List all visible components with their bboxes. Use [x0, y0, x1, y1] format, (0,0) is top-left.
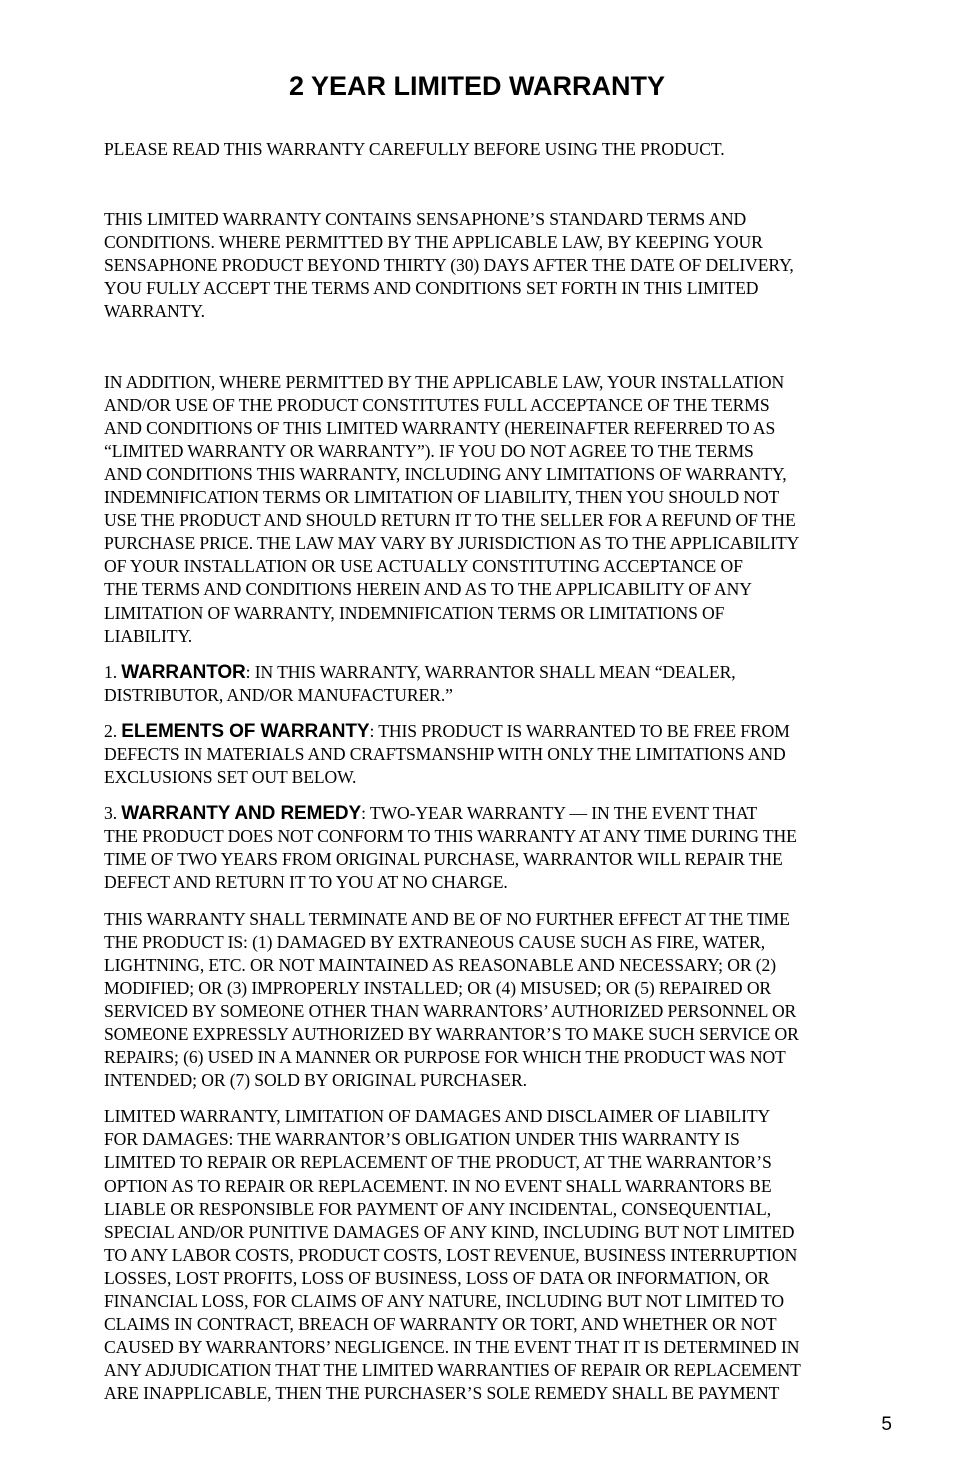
section-heading: WARRANTOR: [121, 661, 246, 683]
paragraph-acceptance: THIS LIMITED WARRANTY CONTAINS SENSAPHONE’S STANDARD TERMS AND CONDITIONS. WHERE PERMITTED BY THE APPLICABLE LAW, BY KEEPING YOUR SENSAPHONE PRODUCT BEYOND THIRTY (30) DAYS AFTER THE DATE OF DELIVERY, YOU FULLY ACCEPT THE TERMS AND CONDITIONS SET FORTH IN THIS LIMITED WARRANTY.: [104, 209, 794, 322]
section-elements-of-warranty: [104, 720, 904, 789]
section-number: 1.: [104, 661, 122, 682]
paragraph-termination: THIS WARRANTY SHALL TERMINATE AND BE OF NO FURTHER EFFECT AT THE TIME THE PRODUCT IS: (1) DAMAGED BY EXTRANEOUS CAUSE SUCH AS FIRE, WATER, LIGHTNING, ETC. OR NOT MAINTAINED AS REASONABLE AND NECESSARY; OR (2) MODIFIED; OR (3) IMPROPERLY INSTALLED; OR (4) MISUSED; OR (5) REPAIRED OR SERVICED BY SOMEONE OTHER THAN WARRANTORS’ AUTHORIZED PERSONNEL OR SOMEONE EXPRESSLY AUTHORIZED BY WARRANTOR’S TO MAKE SUCH SERVICE OR REPAIRS; (6) USED IN A MANNER OR PURPOSE FOR WHICH THE PRODUCT WAS NOT INTENDED; OR (7) SOLD BY ORIGINAL PURCHASER.: [104, 908, 799, 1091]
warranty-body: [104, 138, 904, 1406]
section-number: 3.: [104, 803, 122, 824]
paragraph-limitation: LIMITED WARRANTY, LIMITATION OF DAMAGES AND DISCLAIMER OF LIABILITY FOR DAMAGES: THE WARRANTOR’S OBLIGATION UNDER THIS WARRANTY IS LIMITED TO REPAIR OR REPLACEMENT OF THE PRODUCT, AT THE WARRANTOR’S OPTION AS TO REPAIR OR REPLACEMENT. IN NO EVENT SHALL WARRANTORS BE LIABLE OR RESPONSIBLE FOR PAYMENT OF ANY INCIDENTAL, CONSEQUENTIAL, SPECIAL AND/OR PUNITIVE DAMAGES OF ANY KIND, INCLUDING BUT NOT LIMITED TO ANY LABOR COSTS, PRODUCT COSTS, LOST REVENUE, BUSINESS INTERRUPTION LOSSES, LOST PROFITS, LOSS OF BUSINESS, LOSS OF DATA OR INFORMATION, OR FINANCIAL LOSS, FOR CLAIMS OF ANY NATURE, INCLUDING BUT NOT LIMITED TO CLAIMS IN CONTRACT, BREACH OF WARRANTY OR TORT, AND WHETHER OR NOT CAUSED BY WARRANTORS’ NEGLIGENCE. IN THE EVENT THAT IT IS DETERMINED IN ANY ADJUDICATION THAT THE LIMITED WARRANTIES OF REPAIR OR REPLACEMENT ARE INAPPLICABLE, THEN THE PURCHASER’S SOLE REMEDY SHALL BE PAYMENT: [104, 1106, 801, 1404]
page-number: 5: [881, 1414, 892, 1435]
section-text: : THIS PRODUCT IS WARRANTED TO BE FREE FROM DEFECTS IN MATERIALS AND CRAFTSMANSHIP WITH ONLY THE LIMITATIONS AND EXCLUSIONS SET OUT BELOW.: [104, 720, 790, 788]
section-heading: ELEMENTS OF WARRANTY: [121, 720, 370, 742]
section-heading: WARRANTY AND REMEDY: [121, 803, 362, 825]
page-title: 2 YEAR LIMITED WARRANTY: [288, 71, 666, 101]
section-text: : TWO-YEAR WARRANTY — IN THE EVENT THAT THE PRODUCT DOES NOT CONFORM TO THIS WARRANTY AT ANY TIME DURING THE TIME OF TWO YEARS FROM ORIGINAL PURCHASE, WARRANTOR WILL REPAIR THE DEFECT AND RETURN IT TO YOU AT NO CHARGE.: [104, 803, 797, 893]
section-number: 2.: [104, 720, 122, 741]
section-warrantor: [104, 661, 904, 707]
section-text: : IN THIS WARRANTY, WARRANTOR SHALL MEAN “DEALER, DISTRIBUTOR, AND/OR MANUFACTURER.”: [104, 661, 736, 705]
section-warranty-and-remedy: [104, 802, 904, 894]
intro-notice: PLEASE READ THIS WARRANTY CAREFULLY BEFORE USING THE PRODUCT.: [104, 139, 725, 159]
paragraph-addition: IN ADDITION, WHERE PERMITTED BY THE APPLICABLE LAW, YOUR INSTALLATION AND/OR USE OF THE PRODUCT CONSTITUTES FULL ACCEPTANCE OF THE TERMS AND CONDITIONS OF THIS LIMITED WARRANTY (HEREINAFTER REFERRED TO AS “LIMITED WARRANTY OR WARRANTY”). IF YOU DO NOT AGREE TO THE TERMS AND CONDITIONS THIS WARRANTY, INCLUDING ANY LIMITATIONS OF WARRANTY, INDEMNIFICATION TERMS OR LIMITATION OF LIABILITY, THEN YOU SHOULD NOT USE THE PRODUCT AND SHOULD RETURN IT TO THE SELLER FOR A REFUND OF THE PURCHASE PRICE. THE LAW MAY VARY BY JURISDICTION AS TO THE APPLICABILITY OF YOUR INSTALLATION OR USE ACTUALLY CONSTITUTING ACCEPTANCE OF THE TERMS AND CONDITIONS HEREIN AND AS TO THE APPLICABILITY OF ANY LIMITATION OF WARRANTY, INDEMNIFICATION TERMS OR LIMITATIONS OF LIABILITY.: [104, 371, 800, 646]
